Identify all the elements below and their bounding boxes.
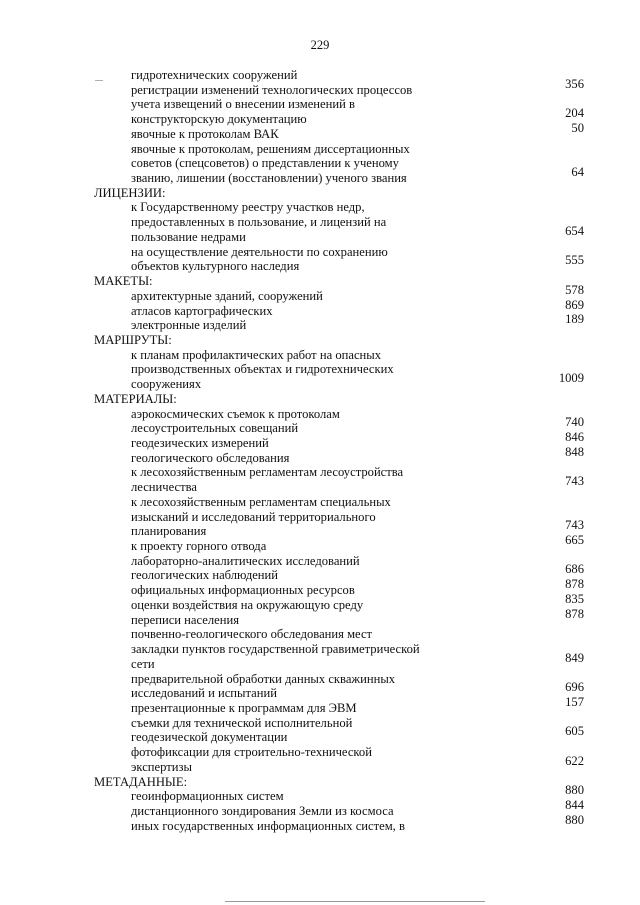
index-entry-page: 740 bbox=[565, 415, 584, 429]
index-entry-text: конструкторскую документацию bbox=[131, 112, 307, 126]
index-entry-page: 157 bbox=[565, 695, 584, 709]
index-entry-page: 743 bbox=[565, 518, 584, 532]
index-entry-page: 555 bbox=[565, 253, 584, 267]
index-entry-text: геодезической документации bbox=[131, 730, 288, 744]
index-entry-page: 880 bbox=[565, 813, 584, 827]
section-heading: МАКЕТЫ: bbox=[94, 274, 153, 288]
index-entry-text: к планам профилактических работ на опасных bbox=[131, 348, 382, 362]
index-entry-text: атласов картографических bbox=[131, 304, 273, 318]
index-entry-text: к лесохозяйственным регламентам специальных bbox=[131, 495, 391, 509]
index-entry-page: 189 bbox=[565, 312, 584, 326]
index-entry-text: сети bbox=[131, 657, 155, 671]
bottom-rule bbox=[225, 901, 485, 902]
index-entry-page: 696 bbox=[565, 680, 584, 694]
index-entry-page: 846 bbox=[565, 430, 584, 444]
index-entry-text: к лесохозяйственным регламентам лесоустройства bbox=[131, 465, 404, 479]
index-entry-text: лесоустроительных совещаний bbox=[131, 421, 299, 435]
index-entry-text: архитектурные зданий, сооружений bbox=[131, 289, 323, 303]
page-number: 229 bbox=[310, 38, 330, 52]
index-entry-page: 578 bbox=[565, 283, 584, 297]
index-entry-text: закладки пунктов государственной гравиметрической bbox=[131, 642, 420, 656]
index-entry-text: официальных информационных ресурсов bbox=[131, 583, 355, 597]
index-entry-text: съемки для технической исполнительной bbox=[131, 716, 353, 730]
index-entry-page: 848 bbox=[565, 445, 584, 459]
index-entry-page: 743 bbox=[565, 474, 584, 488]
index-entry-page: 204 bbox=[565, 106, 584, 120]
index-entry-text: исследований и испытаний bbox=[131, 686, 277, 700]
scan-mark bbox=[95, 80, 103, 81]
index-entry-text: лесничества bbox=[131, 480, 197, 494]
index-entry-text: званию, лишении (восстановлении) ученого звания bbox=[131, 171, 407, 185]
index-entry-text: предварительной обработки данных скважинных bbox=[131, 672, 396, 686]
index-entry-text: учета извещений о внесении изменений в bbox=[131, 97, 355, 111]
index-entry-text: объектов культурного наследия bbox=[131, 259, 300, 273]
section-heading: МАРШРУТЫ: bbox=[94, 333, 172, 347]
index-entry-text: иных государственных информационных систем, в bbox=[131, 819, 405, 833]
index-entry-text: геодезических измерений bbox=[131, 436, 269, 450]
index-entry-text: к проекту горного отвода bbox=[131, 539, 267, 553]
index-entry-page: 654 bbox=[565, 224, 584, 238]
index-entry-text: геологического обследования bbox=[131, 451, 290, 465]
index-entry-page: 356 bbox=[565, 77, 584, 91]
index-entry-text: к Государственному реестру участков недр, bbox=[131, 200, 365, 214]
index-entry-text: почвенно-геологического обследования мест bbox=[131, 627, 373, 641]
index-entry-page: 605 bbox=[565, 724, 584, 738]
index-entry-text: явочные к протоколам, решениям диссертационных bbox=[131, 142, 410, 156]
section-heading: МАТЕРИАЛЫ: bbox=[94, 392, 177, 406]
index-entry-page: 1009 bbox=[558, 371, 584, 385]
index-entry-page: 686 bbox=[565, 562, 584, 576]
index-entry-text: дистанционного зондирования Земли из космоса bbox=[131, 804, 394, 818]
index-entry-text: регистрации изменений технологических процессов bbox=[131, 83, 413, 97]
index-entry-page: 869 bbox=[565, 298, 584, 312]
index-entry-text: пользование недрами bbox=[131, 230, 246, 244]
index-entry-text: фотофиксации для строительно-технической bbox=[131, 745, 372, 759]
index-entry-page: 849 bbox=[565, 651, 584, 665]
index-entry-page: 622 bbox=[565, 754, 584, 768]
index-entry-text: гидротехнических сооружений bbox=[131, 68, 298, 82]
index-entry-text: переписи населения bbox=[131, 613, 239, 627]
index-entry-text: предоставленных в пользование, и лицензий на bbox=[131, 215, 387, 229]
index-entry-text: сооружениях bbox=[131, 377, 202, 391]
index-entry-page: 878 bbox=[565, 607, 584, 621]
index-entry-page: 835 bbox=[565, 592, 584, 606]
section-heading: ЛИЦЕНЗИИ: bbox=[94, 186, 166, 200]
index-entry-text: явочные к протоколам ВАК bbox=[131, 127, 279, 141]
index-entry-text: лабораторно-аналитических исследований bbox=[131, 554, 360, 568]
index-entry-text: на осуществление деятельности по сохранению bbox=[131, 245, 388, 259]
index-entry-text: советов (спецсоветов) о представлении к ученому bbox=[131, 156, 399, 170]
index-entry-text: планирования bbox=[131, 524, 207, 538]
index-entry-text: экспертизы bbox=[131, 760, 192, 774]
index-entry-text: презентационные к программам для ЭВМ bbox=[131, 701, 357, 715]
index-entry-text: оценки воздействия на окружающую среду bbox=[131, 598, 364, 612]
index-entry-text: изысканий и исследований территориального bbox=[131, 510, 376, 524]
section-heading: МЕТАДАННЫЕ: bbox=[94, 775, 188, 789]
index-entry-page: 878 bbox=[565, 577, 584, 591]
index-entry-text: геологических наблюдений bbox=[131, 568, 279, 582]
index-entry-page: 844 bbox=[565, 798, 584, 812]
index-entry-page: 880 bbox=[565, 783, 584, 797]
index-entry-page: 50 bbox=[571, 121, 584, 135]
index-entry-page: 64 bbox=[571, 165, 584, 179]
index-entry-text: электронные изделий bbox=[131, 318, 247, 332]
index-entry-text: аэрокосмических съемок к протоколам bbox=[131, 407, 340, 421]
index-entry-text: производственных объектах и гидротехнических bbox=[131, 362, 394, 376]
index-entry-page: 665 bbox=[565, 533, 584, 547]
index-entry-text: геоинформационных систем bbox=[131, 789, 284, 803]
